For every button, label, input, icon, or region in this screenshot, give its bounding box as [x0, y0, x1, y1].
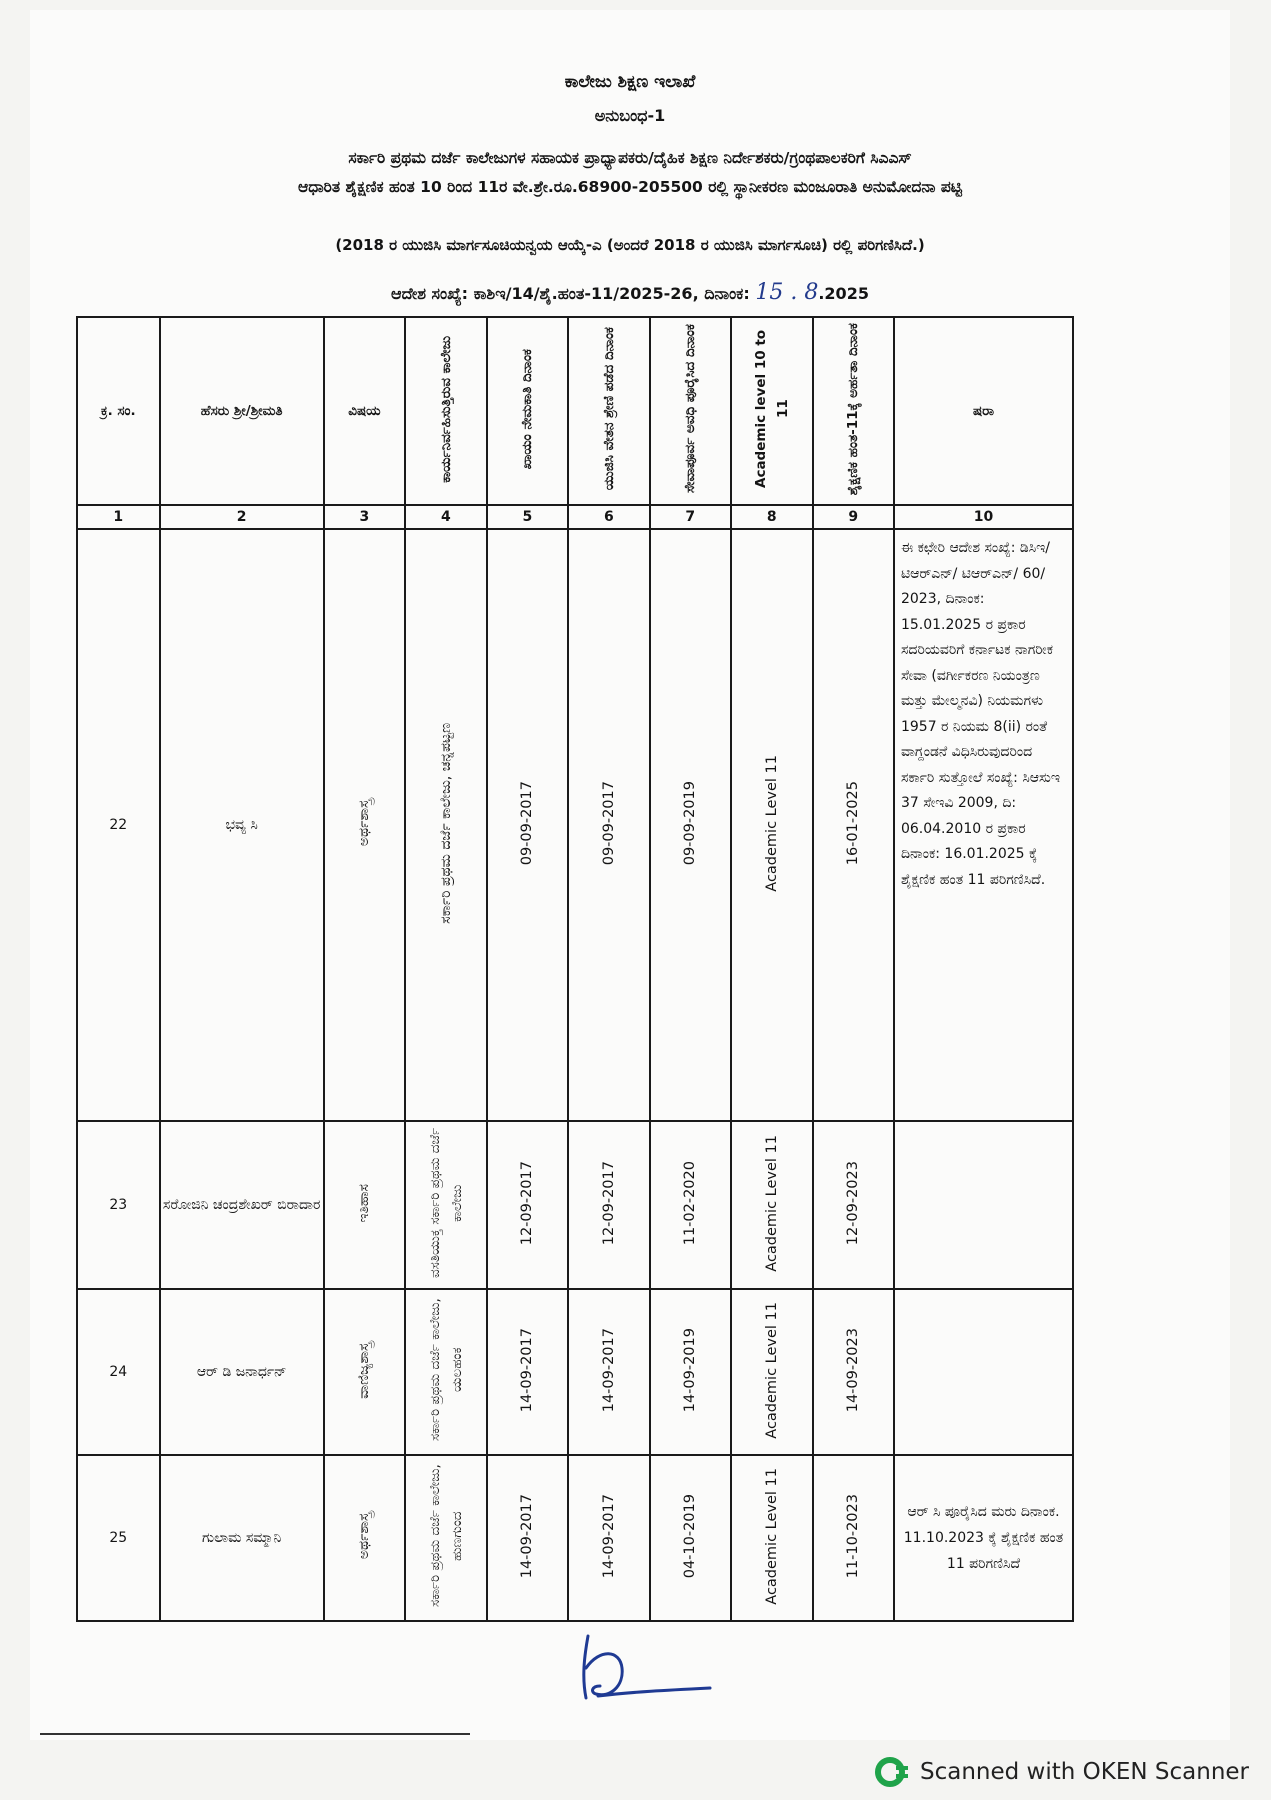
col-number: 9 [813, 505, 894, 529]
college [405, 1121, 486, 1289]
scanner-text: Scanned with OKEN Scanner [920, 1759, 1249, 1785]
table-row [77, 1455, 1073, 1621]
ugc-scale-date-text: 12-09-2017 [600, 1160, 617, 1246]
sl-number: 24 [77, 1289, 160, 1455]
subject-line-1: ಸರ್ಕಾರಿ ಪ್ರಥಮ ದರ್ಜೆ ಕಾಲೇಜುಗಳ ಸಹಾಯಕ ಪ್ರಾಧ್ಯಾಪಕರು/ದೈಹಿಕ ಶಿಕ್ಷಣ ನಿರ್ದೇಶಕರು/ಗ್ರಂಥಪಾಲಕರಿಗೆ ಸಿಎಎಸ್ [348, 149, 912, 167]
subject [324, 1289, 405, 1455]
col-number: 7 [650, 505, 731, 529]
col-header-level [731, 317, 812, 505]
academic-level-text: Academic Level 11 [763, 1134, 780, 1272]
academic-level [731, 1455, 812, 1621]
col-header-appointment [487, 317, 568, 505]
col-number: 8 [731, 505, 812, 529]
eligibility-date [813, 1289, 894, 1455]
remarks [894, 1121, 1073, 1289]
subject [324, 1455, 405, 1621]
eligibility-date [813, 1455, 894, 1621]
order-year: .2025 [818, 284, 869, 303]
subject [324, 529, 405, 1121]
subject-line-2: ಆಧಾರಿತ ಶೈಕ್ಷಣಿಕ ಹಂತ 10 ರಿಂದ 11ರ ವೇ.ಶ್ರೇ.ರೂ.68900-205500 ರಲ್ಲಿ ಸ್ಥಾನೀಕರಣ ಮಂಜೂರಾತಿ ಅನುಮೋದನಾ ಪಟ್ಟಿ [297, 178, 963, 196]
col-header-eligibility [813, 317, 894, 505]
col-header-subject: ವಿಷಯ [324, 317, 405, 505]
appointment-date [487, 529, 568, 1121]
college-text: ಸರ್ಕಾರಿ ಪ್ರಥಮ ದರ್ಜೆ ಕಾಲೇಜು, ಚನ್ನಪಟ್ಟಣ [437, 722, 454, 924]
college [405, 1455, 486, 1621]
college-text: ಸರ್ಕಾರಿ ಪ್ರಥಮ ದರ್ಜೆ ಕಾಲೇಜು, ಯಲಹಂಕ [426, 1298, 465, 1442]
col-header-name [160, 317, 324, 505]
col-number: 3 [324, 505, 405, 529]
college [405, 529, 486, 1121]
ugc-scale-date-text: 09-09-2017 [600, 780, 617, 866]
subject-text: ಇತಿಹಾಸ [356, 1183, 373, 1223]
col-header-appointment-text: ಖಾಯಂ ನೇಮಕಾತಿ ದಿನಾಂಕ [519, 348, 536, 470]
college-text: ಸರ್ಕಾರಿ ಪ್ರಥಮ ದರ್ಜೆ ಕಾಲೇಜು, ಹುಣಗುಂದ [426, 1464, 465, 1608]
remarks [894, 1289, 1073, 1455]
col-header-college-text: ಕಾರ್ಯನಿರ್ವಹಿಸುತ್ತಿರುವ ಕಾಲೇಜು [437, 335, 454, 483]
ugc-scale-date-text: 14-09-2017 [600, 1327, 617, 1413]
table-row [77, 1121, 1073, 1289]
academic-level-text: Academic Level 11 [763, 1467, 780, 1605]
annexure-title: ಅನುಬಂಧ-1 [594, 106, 666, 125]
appointment-date [487, 1455, 568, 1621]
table-row [77, 1289, 1073, 1455]
col-number: 1 [77, 505, 160, 529]
subject-text: ವಾಣಿಜ್ಯಶಾಸ್ತ್ರ [356, 1341, 373, 1399]
col-header-college [405, 317, 486, 505]
col-header-probation-text: ಸೇವಾಪೂರ್ವ ಅವಧಿ ಪೂರೈಸಿದ ದಿನಾಂಕ [682, 324, 699, 494]
eligibility-date [813, 1121, 894, 1289]
approval-table [76, 316, 1074, 1622]
col-header-ugc-scale [568, 317, 649, 505]
appointment-date-text: 09-09-2017 [519, 780, 536, 866]
order-number [30, 280, 1230, 305]
table-row [77, 529, 1073, 1121]
appointment-date [487, 1289, 568, 1455]
col-header-sl: ಕ್ರ. ಸಂ. [77, 317, 160, 505]
probation-date-text: 14-09-2019 [682, 1327, 699, 1413]
academic-level [731, 1289, 812, 1455]
employee-name: ಗುಲಾಮ ಸಮ್ಮಾನಿ [160, 1455, 324, 1621]
sl-number: 22 [77, 529, 160, 1121]
probation-date-text: 09-09-2019 [682, 780, 699, 866]
column-number-row [77, 505, 1073, 529]
ugc-scale-date [568, 529, 649, 1121]
col-header-probation [650, 317, 731, 505]
signature-icon [570, 1628, 730, 1708]
probation-date-text: 11-02-2020 [682, 1160, 699, 1246]
subject-text: ಅರ್ಥಶಾಸ್ತ್ರ [356, 1512, 373, 1560]
academic-level [731, 1121, 812, 1289]
col-header-remarks: ಷರಾ [894, 317, 1073, 505]
footer-line [40, 1733, 470, 1735]
col-header-eligibility-text: ಶೈಕ್ಷಣಿಕ ಹಂತ-11ಕ್ಕೆ ಅರ್ಹತಾ ದಿನಾಂಕ [845, 322, 862, 496]
subject [324, 1121, 405, 1289]
document-page [30, 10, 1230, 1740]
ugc-note: (2018 ರ ಯುಜಿಸಿ ಮಾರ್ಗಸೂಚಿಯನ್ವಯ ಆಯ್ಕೆ-ಎ (ಅಂದರೆ 2018 ರ ಯುಜಿಸಿ ಮಾರ್ಗಸೂಚಿ) ರಲ್ಲಿ ಪರಿಗಣಿಸಿದೆ.) [335, 236, 925, 254]
col-number: 10 [894, 505, 1073, 529]
college-text: ವಸತಿಯುಕ್ತ ಸರ್ಕಾರಿ ಪ್ರಥಮ ದರ್ಜೆ ಕಾಲೇಜು [426, 1127, 465, 1279]
subject-text: ಅರ್ಥಶಾಸ್ತ್ರ [356, 799, 373, 847]
ugc-scale-date [568, 1289, 649, 1455]
academic-level-text: Academic Level 11 [763, 1301, 780, 1439]
appointment-date-text: 14-09-2017 [519, 1327, 536, 1413]
eligibility-date-text: 14-09-2023 [845, 1327, 862, 1413]
appointment-date-text: 12-09-2017 [519, 1160, 536, 1246]
scanner-logo-icon [874, 1754, 910, 1790]
sl-number: 23 [77, 1121, 160, 1289]
col-header-name-text: ಹೆಸರು ಶ್ರೀ/ಶ್ರೀಮತಿ [200, 403, 283, 419]
col-number: 6 [568, 505, 649, 529]
remarks: ಆರ್ ಸಿ ಪೂರೈಸಿದ ಮರು ದಿನಾಂಕ. 11.10.2023 ಕ್ಕೆ ಶೈಕ್ಷಣಿಕ ಹಂತ 11 ಪರಿಗಣಿಸಿದೆ [894, 1455, 1073, 1621]
ugc-scale-date-text: 14-09-2017 [600, 1493, 617, 1579]
remarks: ಈ ಕಛೇರಿ ಆದೇಶ ಸಂಖ್ಯೆ: ಡಿಸಿಇ/ ಟಿಆರ್‌ಎನ್/ ಟಿಆರ್‌ಎನ್/ 60/ 2023, ದಿನಾಂಕ: 15.01.2025 ರ ಪ್ರಕಾರ ಸದರಿಯವರಿಗೆ ಕರ್ನಾಟಕ ನಾಗರೀಕ ಸೇವಾ (ವರ್ಗೀಕರಣ ನಿಯಂತ್ರಣ ಮತ್ತು ಮೇಲ್ಮನವಿ) ನಿಯಮಗಳು 1957 ರ ನಿಯಮ 8(ii) ರಂತೆ ವಾಗ್ದಂಡನೆ ವಿಧಿಸಿರುವುದರಿಂದ ಸರ್ಕಾರಿ ಸುತ್ತೋಲೆ ಸಂಖ್ಯೆ: ಸಿಆಸುಇ 37 ಸೇಇವಿ 2009, ದಿ: 06.04.2010 ರ ಪ್ರಕಾರ ದಿನಾಂಕ: 16.01.2025 ಕ್ಕೆ ಶೈಕ್ಷಣಿಕ ಹಂತ 11 ಪರಿಗಣಿಸಿದೆ. [894, 529, 1073, 1121]
order-day-handwritten: 15 . 8 [755, 280, 819, 305]
ugc-scale-date [568, 1121, 649, 1289]
department-title: ಕಾಲೇಜು ಶಿಕ್ಷಣ ಇಲಾಖೆ [564, 72, 696, 92]
academic-level-text: Academic Level 11 [763, 754, 780, 892]
col-header-ugc-scale-text: ಯುಜಿಸಿ ವೇತನ ಶ್ರೇಣಿ ಪಡೆದ ದಿನಾಂಕ [600, 327, 617, 491]
subject-heading [30, 144, 1230, 202]
eligibility-date-text: 16-01-2025 [845, 780, 862, 866]
academic-level [731, 529, 812, 1121]
employee-name: ಆರ್ ಡಿ ಜನಾರ್ಧನ್ [160, 1289, 324, 1455]
eligibility-date-text: 12-09-2023 [845, 1160, 862, 1246]
eligibility-date [813, 529, 894, 1121]
eligibility-date-text: 11-10-2023 [845, 1493, 862, 1579]
probation-date [650, 1289, 731, 1455]
order-prefix: ಆದೇಶ ಸಂಖ್ಯೆ: ಕಾಶಿಇ/14/ಶೈ.ಹಂತ-11/2025-26, ದಿನಾಂಕ: [391, 284, 750, 303]
col-number: 2 [160, 505, 324, 529]
scanner-watermark [874, 1754, 1249, 1790]
employee-name: ಭವ್ಯ ಸಿ [160, 529, 324, 1121]
header-row [77, 317, 1073, 505]
employee-name: ಸರೋಜಿನಿ ಚಂದ್ರಶೇಖರ್ ಬಿರಾದಾರ [160, 1121, 324, 1289]
probation-date [650, 1455, 731, 1621]
sl-number: 25 [77, 1455, 160, 1621]
college [405, 1289, 486, 1455]
probation-date [650, 529, 731, 1121]
probation-date [650, 1121, 731, 1289]
col-number: 4 [405, 505, 486, 529]
col-header-level-text: Academic level 10 to 11 [752, 329, 791, 489]
col-number: 5 [487, 505, 568, 529]
appointment-date-text: 14-09-2017 [519, 1493, 536, 1579]
appointment-date [487, 1121, 568, 1289]
probation-date-text: 04-10-2019 [682, 1493, 699, 1579]
ugc-scale-date [568, 1455, 649, 1621]
